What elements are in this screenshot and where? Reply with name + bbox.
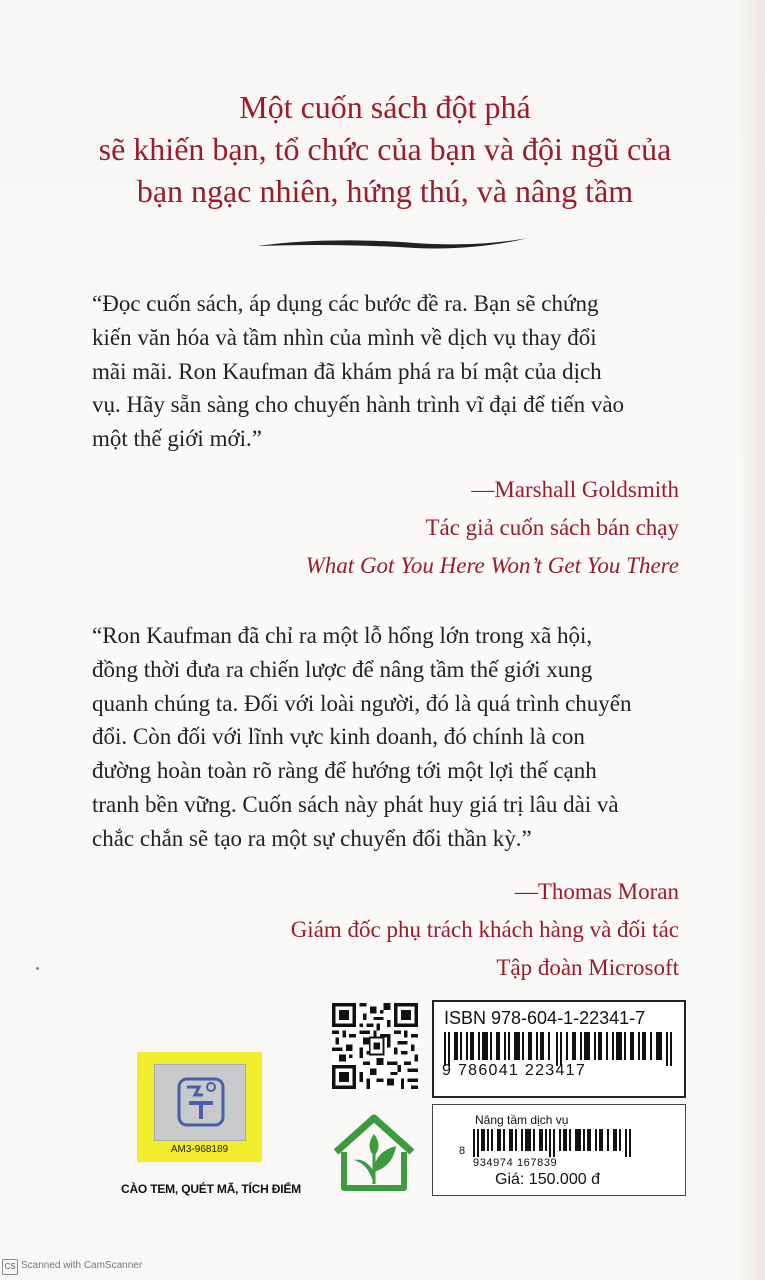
isbn-barcode-box: [432, 1000, 686, 1098]
sticker-caption: CÀO TEM, QUÉT MÃ, TÍCH ĐIỂM: [121, 1182, 301, 1196]
testimonial-1-attribution: [306, 471, 679, 585]
author-name: —Marshall Goldsmith: [471, 477, 679, 502]
price-tag: [432, 1104, 686, 1196]
quote-line: tranh bền vững. Cuốn sách này phát huy giá trị lâu dài và: [92, 791, 619, 817]
testimonial-2-text: [92, 619, 687, 856]
cover-edge-shadow: [737, 0, 765, 1280]
author-name: —Thomas Moran: [514, 879, 679, 904]
quote-line: đổi. Còn đối với lĩnh vực kinh doanh, đó chính là con: [92, 724, 585, 750]
author-role: Giám đốc phụ trách khách hàng và đối tác: [290, 917, 679, 942]
quote-line: đường hoàn toàn rõ ràng để hướng tới một lợi thế cạnh: [92, 758, 597, 784]
isbn-label: ISBN 978-604-1-22341-7: [444, 1008, 646, 1028]
quote-line: “Đọc cuốn sách, áp dụng các bước đề ra. Bạn sẽ chứng: [92, 291, 599, 316]
quote-line: đồng thời đưa ra chiến lược để nâng tầm thế giới xung: [92, 656, 593, 682]
ean-lead-digit: 8: [459, 1145, 466, 1157]
product-title: Nâng tầm dịch vụ: [475, 1113, 569, 1127]
authenticity-sticker: [137, 1052, 262, 1162]
isbn-barcode: [444, 1032, 676, 1066]
quote-line: mãi mãi. Ron Kaufman đã khám phá ra bí mật của dịch: [92, 358, 602, 384]
scanner-text: Scanned with CamScanner: [21, 1260, 143, 1271]
quote-line: vụ. Hãy sẵn sàng cho chuyến hành trình vĩ đại để tiến vào: [92, 392, 625, 418]
quote-line: “Ron Kaufman đã chỉ ra một lỗ hổng lớn trong xã hội,: [92, 623, 593, 648]
price-label: Giá: 150.000 đ: [495, 1171, 600, 1188]
quote-line: quanh chúng ta. Đối với loài người, đó là quá trình chuyển: [92, 690, 632, 716]
decorative-swash: [255, 234, 530, 254]
testimonial-2-attribution: [291, 873, 679, 987]
speck: [36, 967, 39, 970]
publisher-logo-icon: [330, 1112, 418, 1194]
headline-line: sẽ khiến bạn, tổ chức của bạn và đội ngũ của: [98, 131, 672, 167]
sticker-code: AM3-968189: [170, 1144, 229, 1155]
qr-code[interactable]: [332, 1002, 418, 1090]
author-role: Tác giả cuốn sách bán chạy: [425, 515, 679, 540]
scratch-panel: [154, 1064, 246, 1141]
quote-line: chắc chắn sẽ tạo ra một sự chuyển đổi thần kỳ.”: [92, 825, 532, 851]
author-org: Tập đoàn Microsoft: [496, 955, 679, 980]
ean-digits: 934974 167839: [473, 1157, 558, 1169]
scanner-watermark: [0, 1256, 200, 1278]
headline-line: bạn ngạc nhiên, hứng thú, và nâng tầm: [136, 173, 634, 209]
quote-line: một thế giới mới.”: [92, 426, 262, 452]
headline-line: Một cuốn sách đột phá: [239, 89, 531, 125]
camscanner-icon: CS: [2, 1259, 18, 1275]
ean-barcode: [473, 1129, 633, 1157]
book-title: What Got You Here Won’t Get You There: [305, 553, 679, 578]
publisher-mark-icon: [177, 1073, 225, 1129]
quote-line: kiến văn hóa và tầm nhìn của mình về dịch vụ thay đổi: [92, 324, 597, 350]
isbn-digits: 9 786041 223417: [442, 1062, 587, 1079]
headline: [60, 86, 710, 212]
testimonial-1-text: [92, 287, 687, 456]
